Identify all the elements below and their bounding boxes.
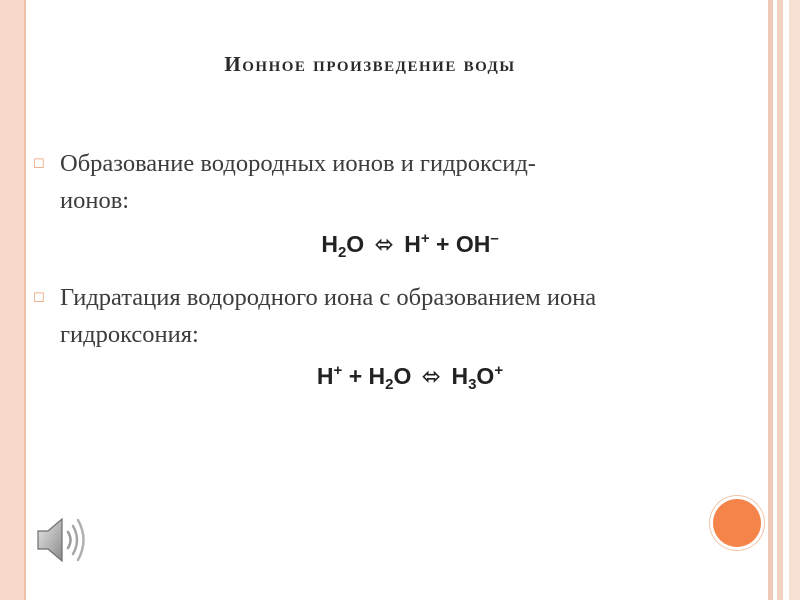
right-frame-decoration bbox=[768, 0, 800, 600]
bullet-text-1-line1: Образование водородных ионов и гидроксид- bbox=[60, 150, 536, 177]
bullet-text-1 bbox=[60, 145, 740, 219]
bullet-icon: ☐ bbox=[33, 291, 45, 306]
slide-title: Ионное произведение воды bbox=[224, 52, 516, 76]
formula-hydronium: $H^+ + H_2O$ ⬄ $H_3O^+$ bbox=[316, 362, 504, 393]
formula-water-dissociation: $H_2O$ ⬄ H+ + OH– bbox=[321, 230, 499, 261]
bullet-text-2-line1: Гидратация водородного иона с образованием иона bbox=[60, 284, 597, 311]
left-frame-decoration bbox=[0, 0, 26, 600]
equilibrium-arrow-icon: ⬄ bbox=[421, 364, 442, 390]
speaker-icon[interactable] bbox=[34, 511, 94, 569]
bullet-text-2-line2: гидроксония: bbox=[60, 321, 199, 348]
bullet-text-1-line2: ионов: bbox=[60, 187, 130, 214]
equilibrium-arrow-icon: ⬄ bbox=[374, 232, 394, 258]
bullet-text-2 bbox=[60, 279, 740, 353]
bullet-icon: ☐ bbox=[33, 157, 45, 172]
orange-circle bbox=[713, 499, 761, 547]
